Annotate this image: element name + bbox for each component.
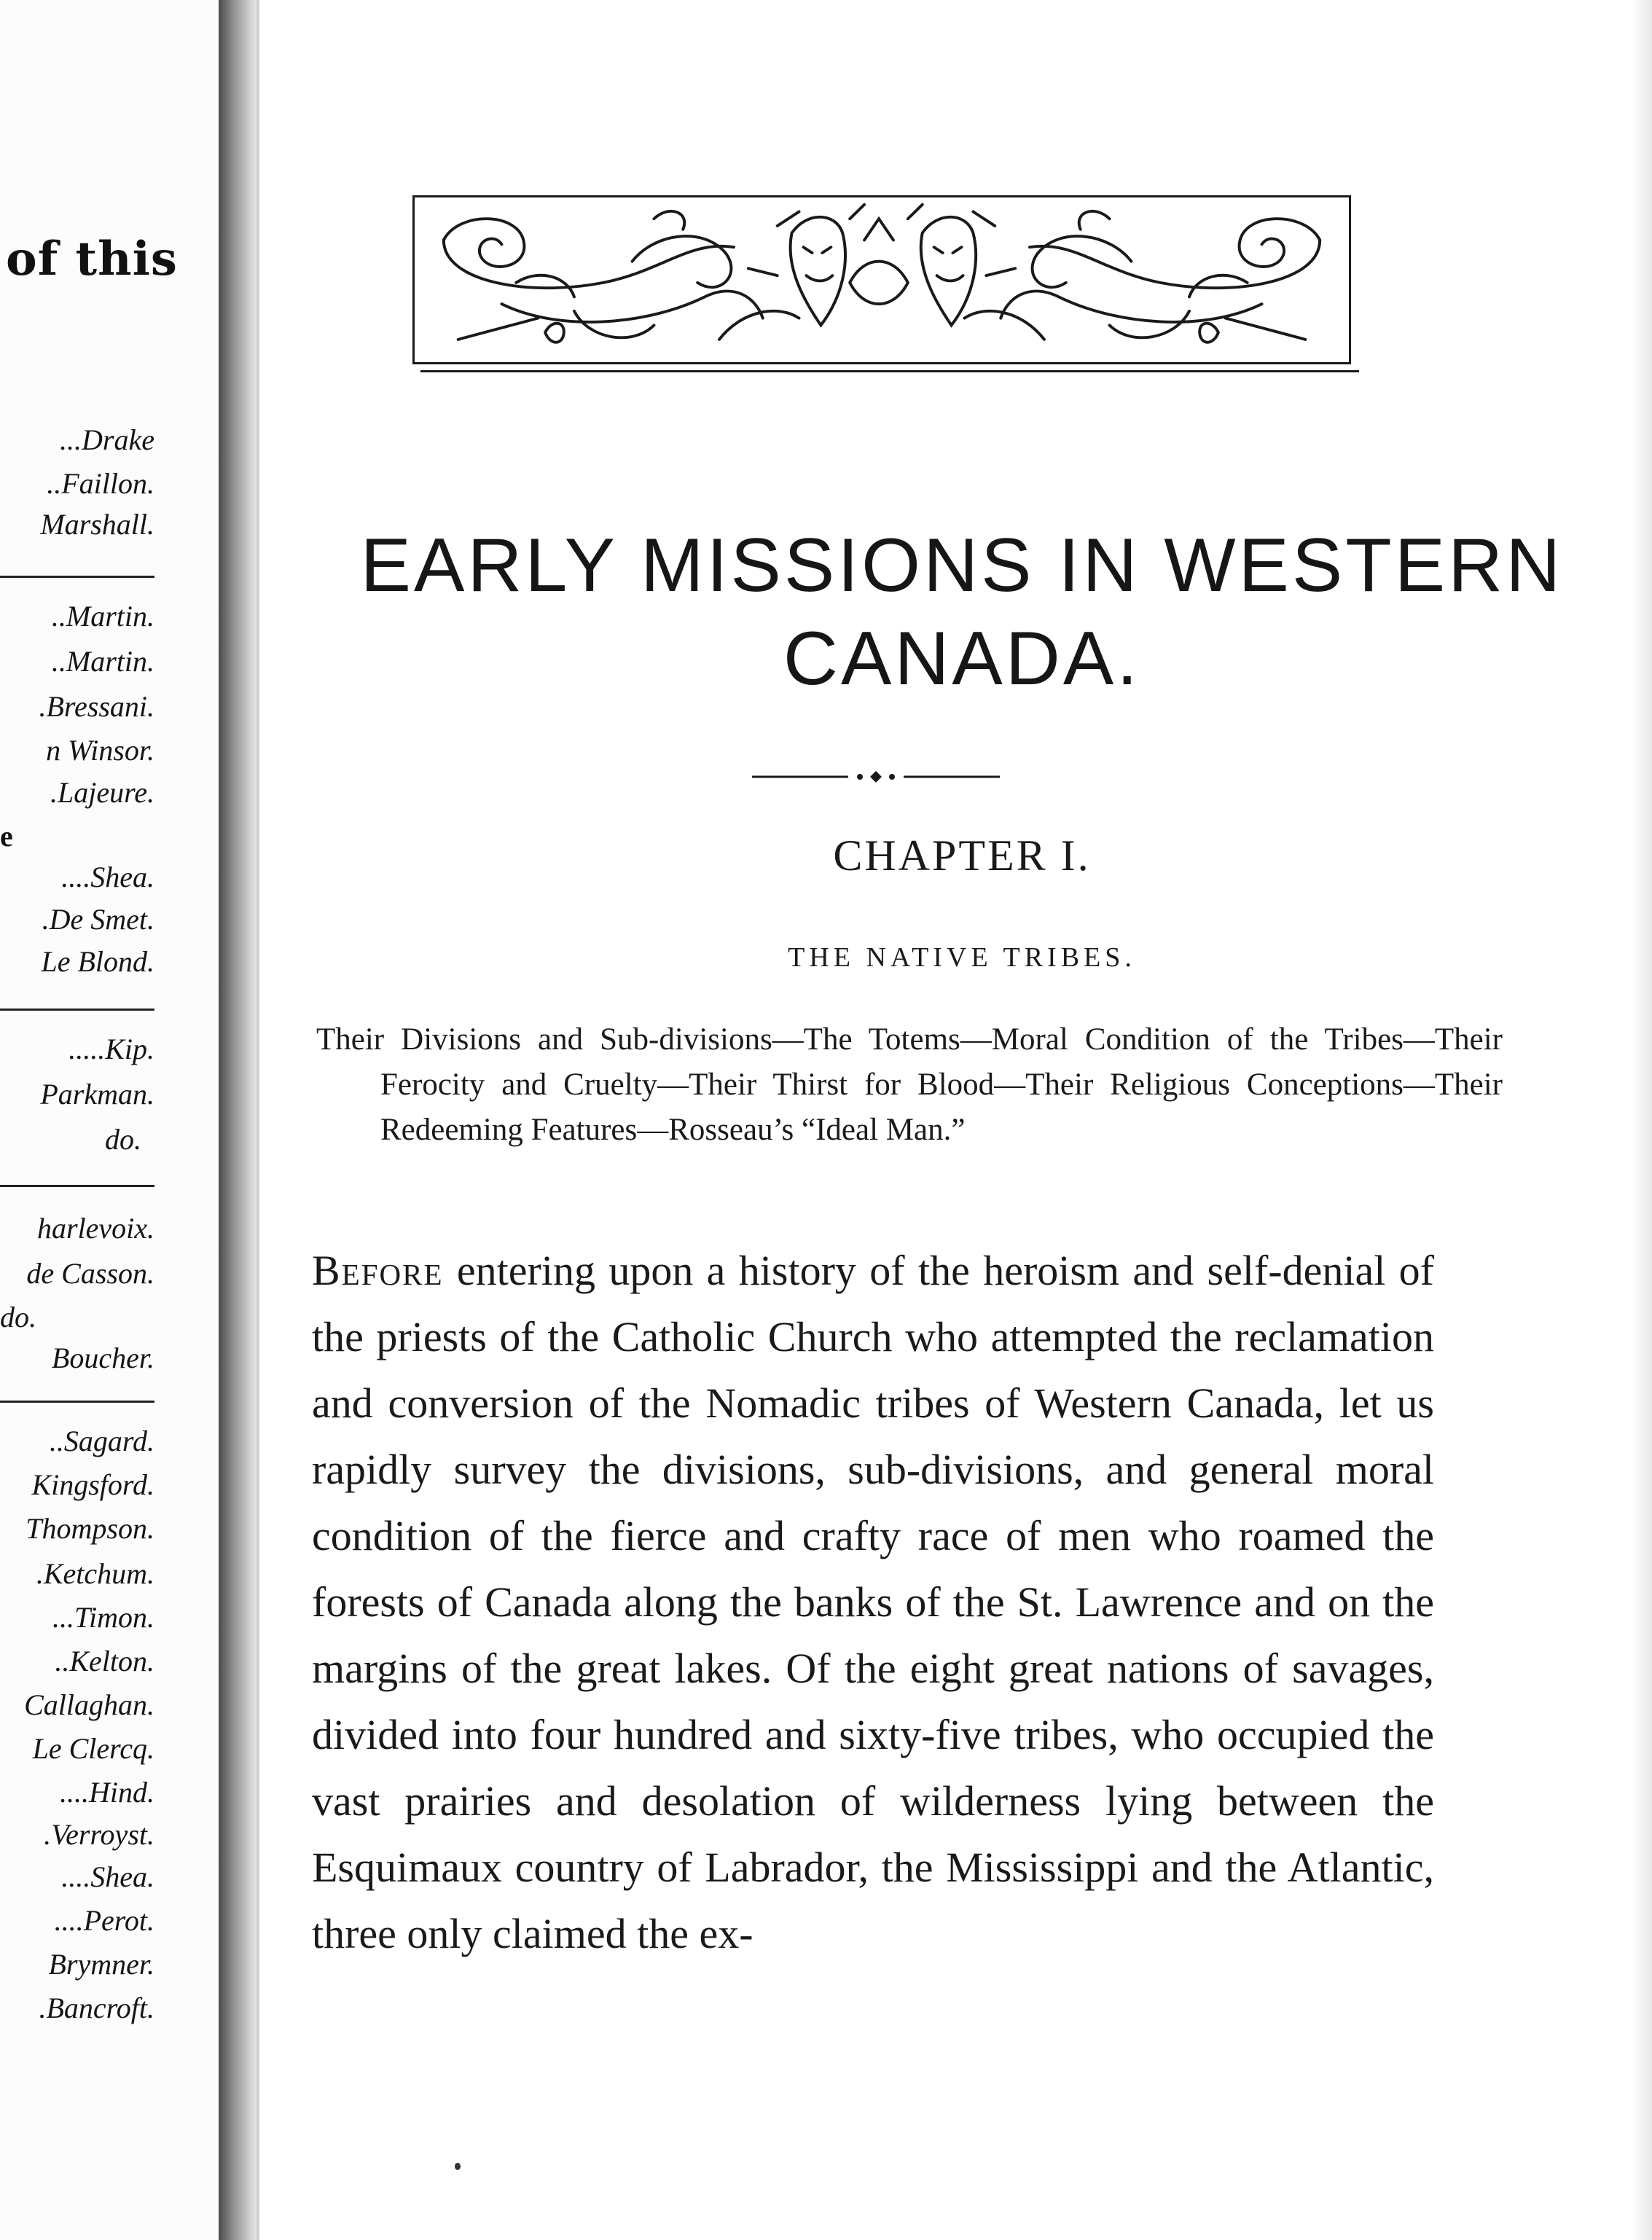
book-title-line-1: EARLY MISSIONS IN WESTERN <box>360 523 1564 608</box>
reference-entry: ....Shea. <box>61 861 154 893</box>
reference-divider <box>0 1401 154 1403</box>
reference-entry: do. <box>0 1301 36 1334</box>
reference-entry: ..Faillon. <box>47 467 154 500</box>
reference-entry: .....Kip. <box>68 1033 154 1065</box>
reference-entry: .Ketchum. <box>36 1557 154 1590</box>
reference-entry: n Winsor. <box>46 734 154 767</box>
ink-speck <box>455 2163 461 2170</box>
reference-entry: de Casson. <box>26 1257 154 1290</box>
reference-entry: .Bressani. <box>39 690 154 723</box>
reference-entry: Le Blond. <box>41 945 154 978</box>
reference-entry: Callaghan. <box>24 1688 154 1721</box>
reference-entry: ..Martin. <box>51 645 154 678</box>
reference-entry: ....Perot. <box>54 1904 154 1937</box>
ornamental-divider <box>752 769 1000 784</box>
reference-entry: ...Timon. <box>52 1601 154 1634</box>
chapter-summary: Their Divisions and Sub-divisions—The Totems—Moral Condition of the Tribes—Their Ferocity and Cruelty—Their Thirst for Blood—Their Religious Conceptions—Their Redeeming Features—Rosseau’s “Ideal Man.” <box>316 1022 1503 1147</box>
reference-entry: e <box>0 820 13 853</box>
reference-entry: ..Kelton. <box>55 1645 154 1677</box>
ornamental-headpiece <box>412 195 1351 364</box>
reference-entry: ...Drake <box>60 423 154 456</box>
left-facing-page <box>0 0 219 2240</box>
page-edge <box>1632 0 1652 2240</box>
reference-divider <box>0 576 154 578</box>
reference-entry: .Verroyst. <box>44 1818 154 1851</box>
chapter-label: CHAPTER I. <box>833 831 1091 880</box>
body-paragraph-text: entering upon a history of the heroism and self-denial of the priests of the Catholic Church who attempted the reclamation and conversion of the Nomadic tribes of Western Canada, let us rapidly survey the divisions, sub-divisions, and general moral condition of the fierce and crafty race of men who roamed the forests of Canada along the banks of the St. Lawrence and on the margins of the great lakes. Of the eight great nations of savages, divided into four hundred and sixty-five tribes, who occupied the vast prairies and desolation of wilderness lying between the Esquimaux country of Labrador, the Mississippi and the Atlantic, three only claimed the ex- <box>312 1247 1434 1957</box>
book-title <box>277 519 1647 705</box>
scroll-ornament-icon <box>415 197 1349 362</box>
reference-entry: .De Smet. <box>42 903 154 936</box>
reference-entry: .Bancroft. <box>39 1992 154 2024</box>
reference-entry: Marshall. <box>40 508 154 541</box>
reference-divider <box>0 1185 154 1187</box>
body-paragraph <box>312 1237 1434 1967</box>
reference-entry: Parkman. <box>40 1078 154 1111</box>
reference-entry: ....Hind. <box>60 1776 154 1809</box>
reference-entry: Brymner. <box>48 1948 154 1981</box>
reference-entry: ....Shea. <box>61 1860 154 1893</box>
reference-entry: ..Martin. <box>51 600 154 633</box>
reference-entry: do. <box>105 1123 141 1156</box>
lead-word: Before <box>312 1247 444 1294</box>
reference-divider <box>0 1009 154 1011</box>
reference-entry: Thompson. <box>26 1512 154 1545</box>
book-gutter-line <box>257 0 259 2240</box>
reference-entry: harlevoix. <box>36 1212 154 1245</box>
reference-entry: Boucher. <box>51 1342 154 1374</box>
reference-entry: Le Clercq. <box>32 1732 154 1765</box>
reference-entry: ..Sagard. <box>49 1425 154 1457</box>
left-page-heading: of this <box>6 232 178 286</box>
chapter-section-title: THE NATIVE TRIBES. <box>788 942 1136 973</box>
book-gutter-shadow <box>219 0 257 2240</box>
book-title-line-2: CANADA. <box>783 616 1141 701</box>
reference-entry: .Lajeure. <box>50 776 154 809</box>
reference-entry: Kingsford. <box>31 1468 154 1501</box>
